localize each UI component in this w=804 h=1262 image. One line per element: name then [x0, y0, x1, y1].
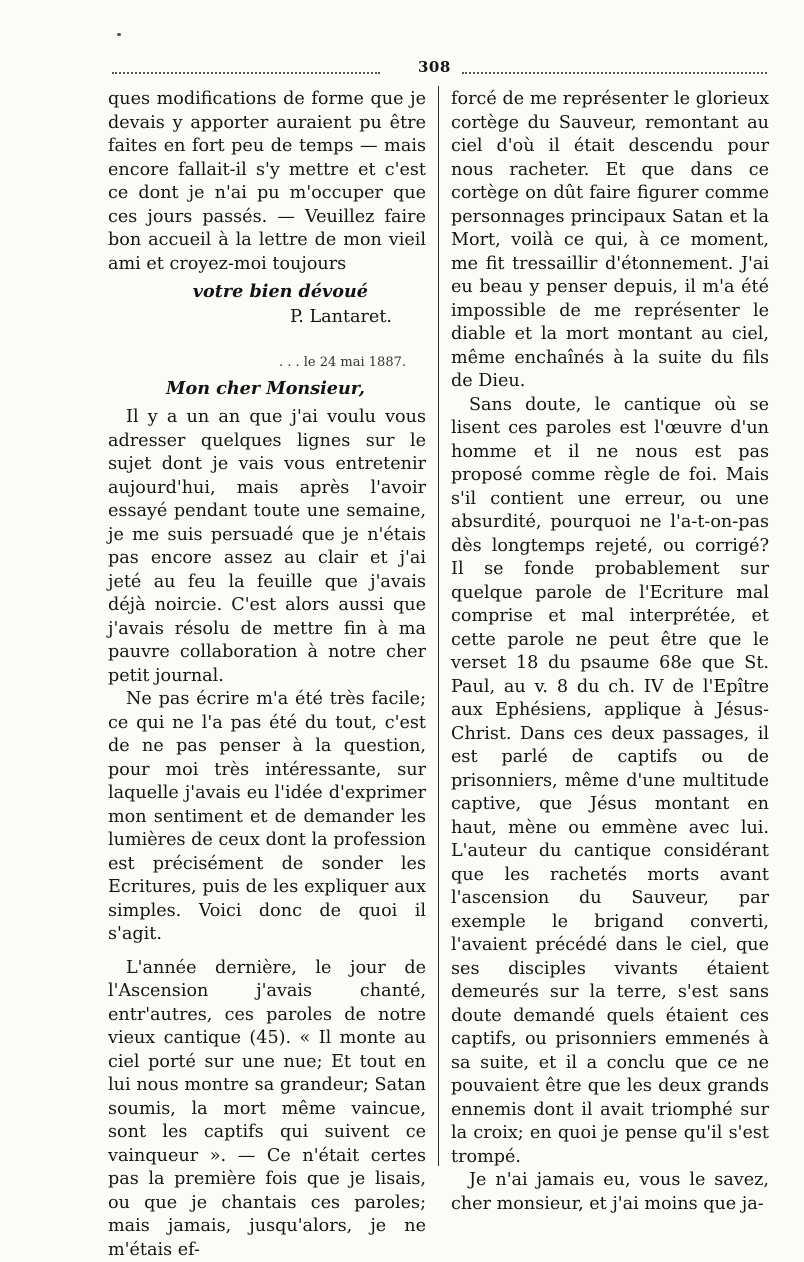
body-paragraph: Il y a un an que j'ai voulu vous adresser quelques lignes sur le sujet dont je vais vous entretenir aujourd'hui, mais après l'avoir essayé pendant toute une semaine, je me suis persuadé que je n'étais pas encore assez au clair et j'ai jeté au feu la feuille que j'avais déjà noircie. C'est alors aussi que j'avais résolu de mettre fin à ma pauvre collaboration à notre cher petit journal. [108, 406, 426, 688]
body-paragraph: Je n'ai jamais eu, vous le savez, cher monsieur, et j'ai moins que ja- [451, 1169, 769, 1216]
body-paragraph: forcé de me représenter le glorieux cortège du Sauveur, remontant au ciel d'où il était descendu pour nous racheter. Et que dans ce cortège on dût faire figurer comme personnages principaux Satan et la Mort, voilà ce qui, à ce moment, me fit tressaillir d'étonnement. J'ai eu beau y penser depuis, il m'a été impossible de me représenter le diable et la mort montant au ciel, même enchaînés à la suite du fils de Dieu. [451, 88, 769, 394]
body-paragraph: L'année dernière, le jour de l'Ascension j'avais chanté, entr'autres, ces paroles de notre vieux cantique (45). « Il monte au ciel porté sur une nue; Et tout en lui nous montre sa grandeur; Satan soumis, la mort même vaincue, sont les captifs qui suivent ce vainqueur ». — Ce n'était certes pas la première fois que je lisais, ou que je chantais ces paroles; mais jamais, jusqu'alors, je ne m'étais ef- [108, 957, 426, 1262]
column-divider [438, 86, 439, 1166]
letter-closing: votre bien dévoué [108, 280, 426, 304]
left-column [108, 88, 426, 1262]
letter-salutation: Mon cher Monsieur, [108, 377, 426, 401]
page-number: 308 [418, 58, 451, 76]
letter-signature: P. Lantaret. [108, 306, 426, 330]
page-header [112, 58, 767, 82]
header-rule-left [112, 72, 380, 74]
letter-ending-paragraph: ques modifications de forme que je devais y apporter auraient pu être faites en fort peu de temps — mais encore fallait-il s'y mettre et c'est ce dont je n'ai pu m'occuper que ces jours passés. — Veuillez faire bon accueil à la lettre de mon vieil ami et croyez-moi toujours [108, 88, 426, 276]
ink-speck [117, 33, 121, 36]
header-rule-right [462, 72, 767, 74]
body-paragraph: Ne pas écrire m'a été très facile; ce qui ne l'a pas été du tout, c'est de ne pas penser à la question, pour moi très intéressante, sur laquelle j'avais eu l'idée d'exprimer mon sentiment et de demander les lumières de ceux dont la profession est précisément de sonder les Ecritures, puis de les expliquer aux simples. Voici donc de quoi il s'agit. [108, 688, 426, 947]
body-paragraph: Sans doute, le cantique où se lisent ces paroles est l'œuvre d'un homme et il ne nous est pas proposé comme règle de foi. Mais s'il contient une erreur, ou une absurdité, pourquoi ne l'a-t-on-pas dès longtemps rejeté, ou corrigé? Il se fonde probablement sur quelque parole de l'Ecriture mal comprise et mal interprétée, et cette parole ne peut être que le verset 18 du psaume 68e que St. Paul, au v. 8 du ch. IV de l'Epître aux Ephésiens, applique à Jésus-Christ. Dans ces deux passages, il est parlé de captifs ou de prisonniers, même d'une multitude captive, que Jésus montant en haut, mène ou emmène avec lui. L'auteur du cantique considérant que les rachetés morts avant l'ascension du Sauveur, par exemple le brigand converti, l'avaient précédé dans le ciel, que ses disciples vivants étaient demeurés sur la terre, s'est sans doute demandé quels étaient ces captifs, ou prisonniers emmenés à sa suite, et il a conclu que ce ne pouvaient être que les deux grands ennemis dont il avait triomphé sur la croix; en quoi je pense qu'il s'est trompé. [451, 394, 769, 1170]
right-column [451, 88, 769, 1216]
letter-date: . . . le 24 mai 1887. [108, 351, 426, 375]
